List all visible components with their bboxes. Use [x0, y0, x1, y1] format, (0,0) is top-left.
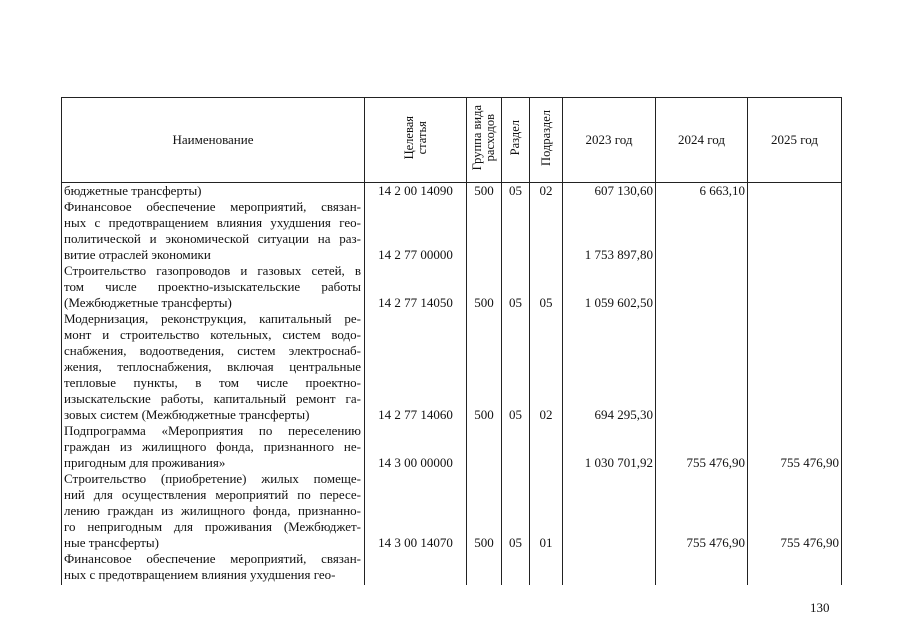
name-line: жения, теплоснабжения, включая центральные [64, 359, 361, 374]
cell-group: 500 [474, 183, 494, 198]
name-line: Строительство (приобретение) жилых помеще- [64, 471, 361, 486]
budget-table [61, 97, 842, 585]
name-line: (Межбюджетные трансферты) [64, 295, 232, 310]
name-line: бюджетные трансферты) [64, 183, 202, 198]
cell-subsection: 01 [539, 535, 553, 550]
cell-group: 500 [474, 295, 494, 310]
header-subsection: Подраздел [530, 98, 563, 183]
section-column [502, 183, 530, 586]
name-line: изыскательские работы, капитальный ремонт га- [64, 391, 361, 406]
cell-y2024: 755 476,90 [686, 455, 745, 470]
name-line: том числе проектно-изыскательские работы [64, 279, 361, 294]
header-group: Группа вида расходов [467, 98, 502, 183]
y2023-column [563, 183, 656, 586]
name-line: витие отраслей экономики [64, 247, 211, 262]
table-header-row [62, 98, 842, 183]
name-line: Модернизация, реконструкция, капитальный ре- [64, 311, 361, 326]
cell-code: 14 2 77 14060 [378, 407, 453, 422]
group-column [467, 183, 502, 586]
cell-code: 14 3 00 14070 [378, 535, 453, 550]
name-line: политической и экономической ситуации на раз- [64, 231, 361, 246]
cell-section: 05 [509, 407, 522, 422]
name-line: го непригодным для проживания (Межбюджет- [64, 519, 361, 534]
cell-group: 500 [474, 407, 494, 422]
name-line: лению граждан из жилищного фонда, признанно- [64, 503, 361, 518]
name-line: ные трансферты) [64, 535, 159, 550]
name-line: ных с предотвращением влияния ухудшения гео- [64, 567, 336, 582]
page-number: 130 [810, 600, 830, 615]
cell-y2023: 694 295,30 [594, 407, 653, 422]
cell-code: 14 2 00 14090 [378, 183, 453, 198]
name-line: ных с предотвращением влияния ухудшения гео- [64, 215, 361, 230]
cell-group: 500 [474, 535, 494, 550]
name-line: снабжения, водоотведения, систем электроснаб- [64, 343, 361, 358]
cell-y2024: 6 663,10 [699, 183, 745, 198]
y2024-column [656, 183, 748, 586]
cell-code: 14 2 77 00000 [378, 247, 453, 262]
name-line: монт и строительство котельных, систем водо- [64, 327, 361, 342]
name-line: тепловые пункты, в том числе проектно- [64, 375, 361, 390]
name-line: граждан из жилищного фонда, признанного не- [64, 439, 361, 454]
cell-y2023: 607 130,60 [594, 183, 653, 198]
cell-subsection: 02 [539, 407, 553, 422]
cell-section: 05 [509, 295, 522, 310]
cell-y2023: 1 753 897,80 [584, 247, 653, 262]
cell-subsection: 05 [539, 295, 553, 310]
name-line: Строительство газопроводов и газовых сетей, в [64, 263, 361, 278]
cell-section: 05 [509, 535, 522, 550]
table-body-row [62, 183, 842, 586]
cell-y2023: 1 030 701,92 [584, 455, 653, 470]
name-line: Подпрограмма «Мероприятия по переселению [64, 423, 361, 438]
header-section: Раздел [502, 98, 530, 183]
header-code: Целевая статья [365, 98, 467, 183]
cell-code: 14 3 00 00000 [378, 455, 453, 470]
y2025-column [748, 183, 842, 586]
header-2025: 2025 год [748, 98, 842, 183]
header-2023: 2023 год [563, 98, 656, 183]
cell-subsection: 02 [539, 183, 553, 198]
name-column [62, 183, 365, 586]
header-name: Наименование [62, 98, 365, 183]
header-2024: 2024 год [656, 98, 748, 183]
code-column [365, 183, 467, 586]
name-line: пригодным для проживания» [64, 455, 226, 470]
subsection-column [530, 183, 563, 586]
name-line: зовых систем (Межбюджетные трансферты) [64, 407, 310, 422]
cell-y2025: 755 476,90 [780, 535, 839, 550]
name-line: Финансовое обеспечение мероприятий, связан- [64, 551, 361, 566]
name-line: Финансовое обеспечение мероприятий, связан- [64, 199, 361, 214]
name-line: ний для осуществления мероприятий по пересе- [64, 487, 361, 502]
cell-y2025: 755 476,90 [780, 455, 839, 470]
cell-section: 05 [509, 183, 522, 198]
cell-y2024: 755 476,90 [686, 535, 745, 550]
cell-code: 14 2 77 14050 [378, 295, 453, 310]
cell-y2023: 1 059 602,50 [584, 295, 653, 310]
